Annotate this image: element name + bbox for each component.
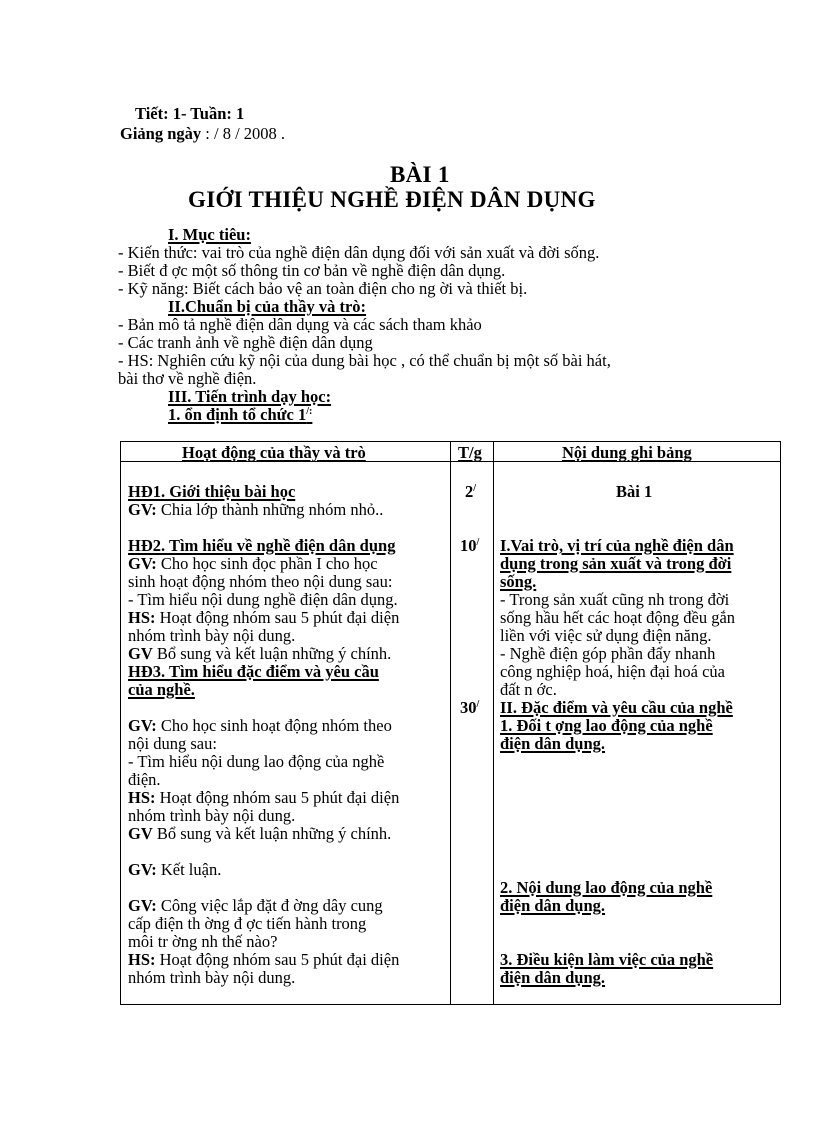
time-unit: / [476,537,480,548]
section1-title-cont: dụng trong sản xuất và trong đời [500,554,732,573]
hd3-gv2 [128,825,391,842]
section1-text: công nghiệp hoá, hiện đại hoá của [500,662,725,681]
preparation-heading: II.Chuẩn bị của thầy và trò: [168,297,367,316]
hs-label: HS: [128,608,156,627]
section2-item2-cont: điện dân dụng. [500,896,606,915]
hd3-gv [128,717,392,734]
gv-text: Chia lớp thành những nhóm nhỏ.. [156,500,384,519]
hd2-gv-cont: sinh hoạt động nhóm theo nội dung sau: [128,572,393,591]
gv-conclude [128,861,221,878]
teaching-date [120,124,285,144]
hd3-hs [128,789,399,806]
section1-text: - Trong sản xuất cũng nh trong đời [500,590,730,609]
hs-last-cont: nhóm trình bày nội dung. [128,968,296,987]
gv-label: GV [128,824,153,843]
gv-text: Cho học sinh đọc phần I cho học [156,554,378,573]
hd2-title: HĐ2. Tìm hiểu về nghề điện dân dụng [128,536,396,555]
section1-text: đất n ớc. [500,680,557,699]
gv-text: Công việc lắp đặt đ ờng dây cung [156,896,383,915]
section1-text: - Nghề điện góp phần đẩy nhanh [500,644,716,663]
time-hd2 [460,537,479,554]
gv-label: GV: [128,716,157,735]
hd2-hs-cont: nhóm trình bày nội dung. [128,626,296,645]
gv-label: GV: [128,554,157,573]
section1-text: sống hầu hết các hoạt động đều gắn [500,608,736,627]
preparation-item: bài thơ về nghề điện. [118,369,257,388]
gv-text: Bổ sung và kết luận những ý chính. [152,824,392,843]
time-value: 10 [460,536,477,555]
table-column-divider [493,441,494,1005]
hd2-gv2 [128,645,391,662]
hd3-title: HĐ3. Tìm hiểu đặc điểm và yêu cầu [128,662,379,681]
preparation-item: - Bản mô tả nghề điện dân dụng và các sách tham khảo [118,315,482,334]
gv-question [128,897,383,914]
hd2-hs [128,609,399,626]
teaching-date-value: : / 8 / 2008 . [205,124,286,143]
process-heading: III. Tiến trình dạy học: [168,387,332,406]
preparation-item: - Các tranh ảnh về nghề điện dân dụng [118,333,373,352]
hd2-gv [128,555,378,572]
hd2-item: - Tìm hiểu nội dung nghề điện dân dụng. [128,590,398,609]
time-unit: / [476,699,480,710]
gv-question-cont: môi tr ờng nh thế nào? [128,932,278,951]
section2-title: II. Đặc điểm và yêu cầu của nghề [500,698,733,717]
content-bai1: Bài 1 [616,482,653,501]
page-title: GIỚI THIỆU NGHỀ ĐIỆN DÂN DỤNG [188,187,596,212]
lesson-number: BÀI 1 [390,162,450,187]
hs-label: HS: [128,788,156,807]
section2-item3-cont: điện dân dụng. [500,968,606,987]
header-content: Nội dung ghi bảng [562,443,692,462]
objective-item: - Kỹ năng: Biết cách bảo vệ an toàn điện cho ng ời và thiết bị. [118,279,528,298]
hs-text: Hoạt động nhóm sau 5 phút đại diện [155,608,400,627]
hd3-item: - Tìm hiểu nội dung lao động của nghề [128,752,385,771]
gv-label: GV: [128,896,157,915]
section1-title-cont: sống. [500,572,537,591]
time-unit: / [473,483,477,494]
hs-label: HS: [128,950,156,969]
hd3-gv-cont: nội dung sau: [128,734,217,753]
hd3-title-cont: của nghề. [128,680,195,699]
header-activity: Hoạt động của thầy và trò [182,443,366,462]
hs-last [128,951,399,968]
objective-item: - Kiến thức: vai trò của nghề điện dân dụng đối với sản xuất và đời sống. [118,243,600,262]
section2-item2: 2. Nội dung lao động của nghề [500,878,713,897]
gv-label: GV: [128,500,157,519]
gv-question-cont: cấp điện th ờng đ ợc tiến hành trong [128,914,367,933]
teaching-date-label: Giảng ngày [120,124,202,143]
time-value: 2 [465,482,474,501]
section2-item1-cont: điện dân dụng. [500,734,606,753]
section1-title: I.Vai trò, vị trí của nghề điện dân [500,536,734,555]
hd1-title: HĐ1. Giới thiệu bài học [128,482,296,501]
section2-item1: 1. Đối t ợng lao động của nghề [500,716,713,735]
lesson-week: Tiết: 1- Tuần: 1 [135,104,245,123]
hd3-item-cont: điện. [128,770,161,789]
hs-text: Hoạt động nhóm sau 5 phút đại diện [155,788,400,807]
gv-text: Bổ sung và kết luận những ý chính. [152,644,392,663]
section1-text: liền với việc sử dụng điện năng. [500,626,712,645]
hd3-hs-cont: nhóm trình bày nội dung. [128,806,296,825]
process-subheading [168,406,312,423]
objective-item: - Biết đ ợc một số thông tin cơ bản về nghề điện dân dụng. [118,261,506,280]
objectives-heading: I. Mục tiêu: [168,225,251,244]
section2-item3: 3. Điều kiện làm việc của nghề [500,950,714,969]
hd1-gv [128,501,383,518]
hs-text: Hoạt động nhóm sau 5 phút đại diện [155,950,400,969]
gv-label: GV [128,644,153,663]
time-hd3 [460,699,479,716]
time-hd1 [465,483,476,500]
preparation-item: - HS: Nghiên cứu kỹ nội của dung bài học , có thể chuẩn bị một số bài hát, [118,351,611,370]
process-subheading-sup: /: [306,406,313,417]
gv-text: Cho học sinh hoạt động nhóm theo [156,716,392,735]
table-column-divider [450,441,451,1005]
header-time: T/g [458,443,482,462]
time-value: 30 [460,698,477,717]
gv-text: Kết luận. [156,860,222,879]
gv-label: GV: [128,860,157,879]
process-subheading-text: 1. ổn định tổ chức 1 [168,405,307,424]
